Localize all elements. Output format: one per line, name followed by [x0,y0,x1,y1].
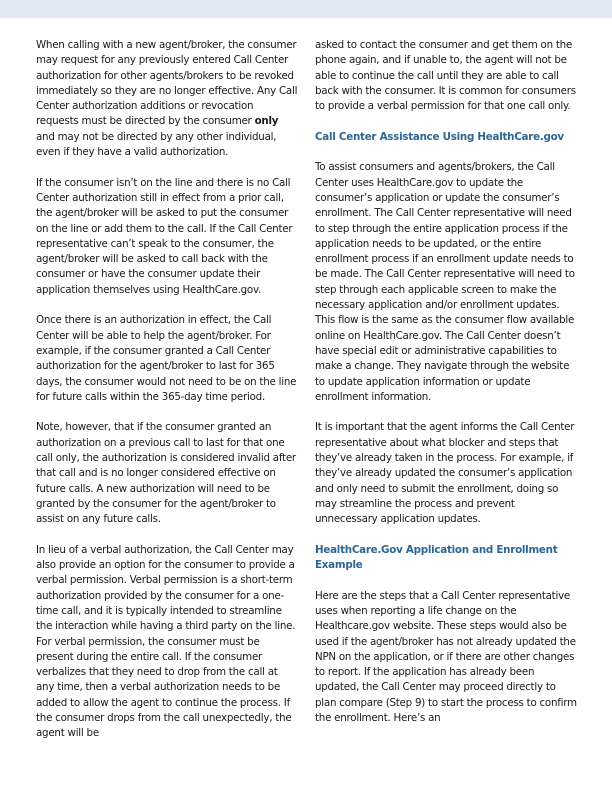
paragraph-one-call-authorization: Note, however, that if the consumer granted an authorization on a previous call to last for that one call only, the authorization is considered invalid after that call and is no longer considered effective on future calls. A new authorization will need to be granted by the consumer for the agent/broker to assist on any future calls. [36,421,296,526]
paragraph-verbal-permission: In lieu of a verbal authorization, the Call Center may also provide an option for the consumer to provide a verbal permission. Verbal permission is a short-term authorization provided by the consumer for a one-time call, and it is typically intended to streamline the interaction while having a third party on the line. For verbal permission, the consumer must be present during the entire call. If the consumer verbalizes that they need to drop from the call at any time, then a verbal authorization needs to be added to allow the agent to continue the process. If the consumer drops from the call unexpectedly, the agent will be [36,543,296,740]
paragraph-consumer-not-on-line: If the consumer isn’t on the line and there is no Call Center authorization still in effect from a prior call, the agent/broker will be asked to put the consumer on the line or add them to the call. If the Call Center representative can’t speak to the consumer, the agent/broker will be asked to call back with the consumer or have the consumer update their application themselves using HealthCare.gov. [36,176,293,296]
paragraph-steps-intro: Here are the steps that a Call Center representative uses when reporting a life change on the Healthcare.gov website. These steps would also be used if the agent/broker has not already updated the NPN on the application, or if there are other changes to report. If the application has already been updated, the Call Center may proceed directly to plan compare (Step 9) to start the process to confirm the enrollment. Here’s an [315,589,577,725]
paragraph-continuation: asked to contact the consumer and get them on the phone again, and if unable to, the agent will not be able to continue the call until they are able to call back with the consumer. It is common for consumers to provide a verbal permission for that one call only. [315,39,576,113]
paragraph-revocation [36,38,298,160]
paragraph-inform-representative: It is important that the agent informs the Call Center representative about what blocker and steps that they’ve already taken in the process. For example, if they’ve already updated the consumer’s application and only need to submit the enrollment, doing so may streamline the process and prevent unnecessary application updates. [315,421,575,526]
right-column [315,38,579,742]
emphasis-only: only [254,115,279,128]
paragraph-text: and may not be directed by any other individual, even if they have a valid authorization. [36,130,277,159]
paragraph-authorization-in-effect: Once there is an authorization in effect, the Call Center will be able to help the agent/broker. For example, if the consumer granted a Call Center authorization for the agent/broker to last for 365 days, the consumer would not need to be on the line for future calls within the 365-day time period. [36,314,297,403]
left-column [36,38,298,757]
section-heading-enrollment-example: HealthCare.Gov Application and Enrollment Example [315,543,558,572]
paragraph-text: When calling with a new agent/broker, the consumer may request for any previously entered Call Center authorization for other agents/brokers to be revoked immediately so they are no longer effective. Any Call Center authorization additions or revocation requests must be directed by the consumer [36,39,298,128]
section-heading-call-center-assistance: Call Center Assistance Using HealthCare.gov [315,130,564,143]
header-band [0,0,612,18]
paragraph-call-center-process: To assist consumers and agents/brokers, the Call Center uses HealthCare.gov to update the consumer’s application or update the consumer’s enrollment. The Call Center representative will need to step through the entire application process if the application needs to be updated, or the entire enrollment process if an enrollment update needs to be made. The Call Center representative will need to step through each applicable screen to make the necessary application and/or enrollment updates. This flow is the same as the consumer flow available online on HealthCare.gov. The Call Center doesn’t have special edit or administrative capabilities to make a change. They navigate through the website to update application information or update enrollment information. [315,161,575,403]
